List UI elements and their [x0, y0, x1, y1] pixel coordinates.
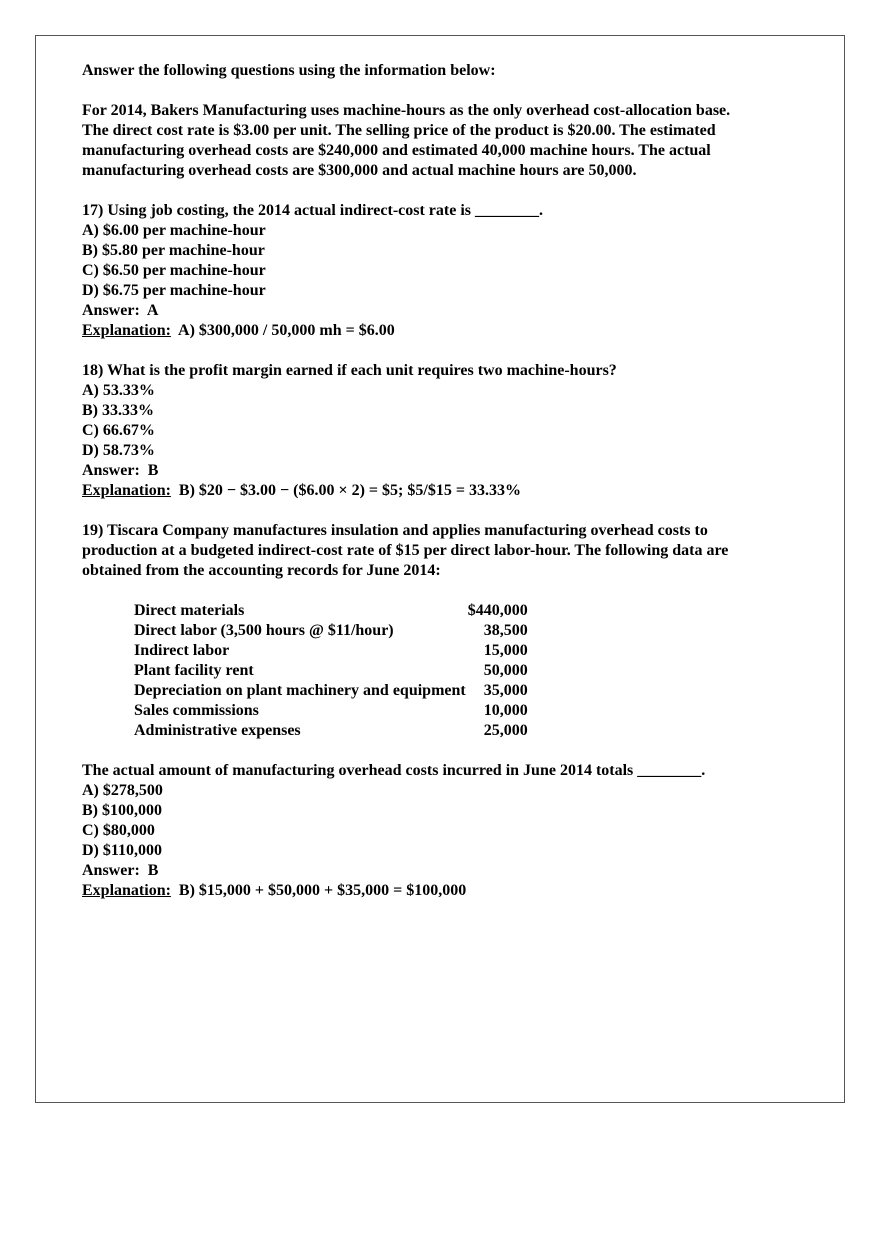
cost-item: Administrative expenses [134, 722, 301, 739]
table-row [134, 701, 528, 721]
explanation-label: Explanation: [82, 322, 171, 339]
q19-option: C) $80,000 [82, 822, 155, 839]
q18-question: 18) What is the profit margin earned if each unit requires two machine-hours? [82, 362, 617, 379]
q17-question: 17) Using job costing, the 2014 actual indirect-cost rate is ________. [82, 202, 543, 219]
cost-amount: 10,000 [483, 702, 528, 719]
q19-option: D) $110,000 [82, 842, 162, 859]
scenario-line: For 2014, Bakers Manufacturing uses machine-hours as the only overhead cost-allocation base. [82, 102, 731, 119]
q19-answer: Answer: B [82, 862, 159, 879]
table-row [134, 661, 528, 681]
cost-item: Depreciation on plant machinery and equipment [134, 682, 466, 699]
table-row [134, 601, 528, 621]
q19-option: A) $278,500 [82, 782, 163, 799]
q18-option: A) 53.33% [82, 382, 155, 399]
q18-option: D) 58.73% [82, 442, 155, 459]
instructions-heading: Answer the following questions using the information below: [82, 62, 496, 79]
cost-table [134, 601, 528, 741]
explanation-label: Explanation: [82, 882, 171, 899]
cost-item: Indirect labor [134, 642, 230, 659]
q18-option: C) 66.67% [82, 422, 155, 439]
explanation-text: B) $20 − $3.00 − ($6.00 × 2) = $5; $5/$15 = 33.33% [170, 482, 521, 499]
cost-item: Plant facility rent [134, 662, 254, 679]
q19-intro-line: 19) Tiscara Company manufactures insulation and applies manufacturing overhead costs to [82, 522, 708, 539]
cost-amount: $440,000 [467, 602, 528, 619]
cost-item: Sales commissions [134, 702, 259, 719]
cost-amount: 50,000 [483, 662, 528, 679]
q18-explanation [82, 481, 822, 501]
cost-amount: 38,500 [483, 622, 528, 639]
q17-answer: Answer: A [82, 302, 159, 319]
document-content [82, 61, 822, 901]
q19-question: The actual amount of manufacturing overhead costs incurred in June 2014 totals ________. [82, 762, 706, 779]
scenario-line: manufacturing overhead costs are $300,000 and actual machine hours are 50,000. [82, 162, 637, 179]
q19-intro-line: production at a budgeted indirect-cost rate of $15 per direct labor-hour. The following data are [82, 542, 729, 559]
q17-option: D) $6.75 per machine-hour [82, 282, 266, 299]
cost-item: Direct materials [134, 602, 245, 619]
q18-answer: Answer: B [82, 462, 159, 479]
q19-intro-line: obtained from the accounting records for June 2014: [82, 562, 441, 579]
q17-option: B) $5.80 per machine-hour [82, 242, 265, 259]
scenario-line: manufacturing overhead costs are $240,000 and estimated 40,000 machine hours. The actual [82, 142, 711, 159]
explanation-label: Explanation: [82, 482, 171, 499]
explanation-text: B) $15,000 + $50,000 + $35,000 = $100,000 [170, 882, 467, 899]
cost-item: Direct labor (3,500 hours @ $11/hour) [134, 622, 394, 639]
q19-option: B) $100,000 [82, 802, 162, 819]
scenario-line: The direct cost rate is $3.00 per unit. The selling price of the product is $20.00. The estimated [82, 122, 716, 139]
q19-explanation [82, 881, 822, 901]
q17-explanation [82, 321, 822, 341]
explanation-text: A) $300,000 / 50,000 mh = $6.00 [170, 322, 395, 339]
table-row [134, 621, 528, 641]
table-row [134, 681, 528, 701]
q17-option: C) $6.50 per machine-hour [82, 262, 266, 279]
cost-amount: 15,000 [483, 642, 528, 659]
table-row [134, 641, 528, 661]
table-row [134, 721, 528, 741]
q17-option: A) $6.00 per machine-hour [82, 222, 266, 239]
cost-amount: 25,000 [483, 722, 528, 739]
q18-option: B) 33.33% [82, 402, 154, 419]
cost-amount: 35,000 [483, 682, 528, 699]
